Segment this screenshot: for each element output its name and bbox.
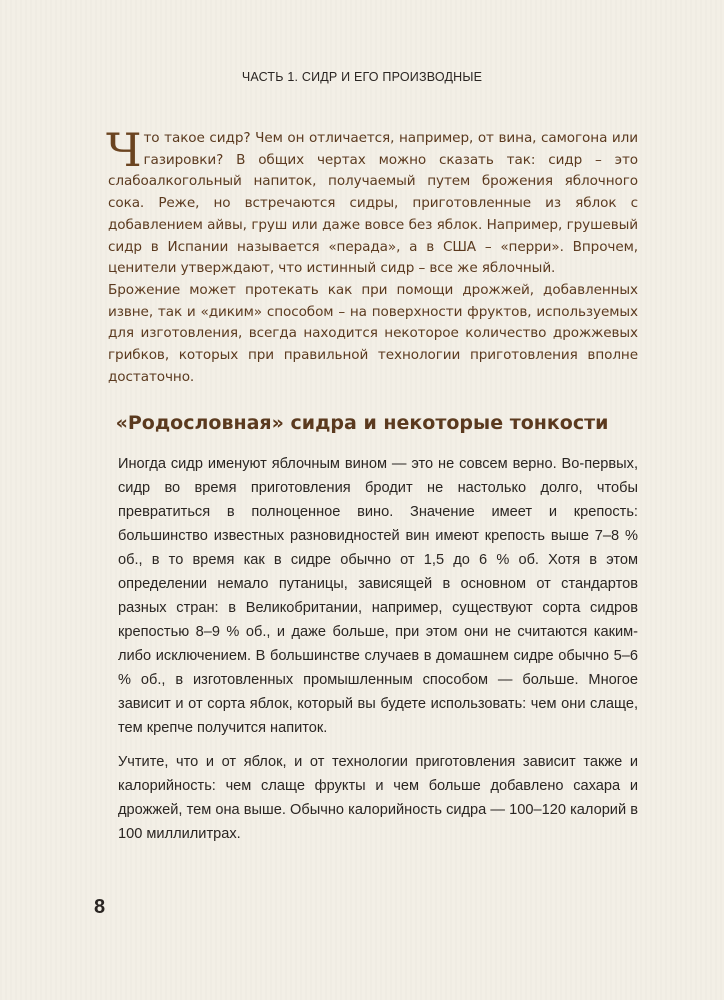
intro-block [106,123,638,388]
intro-paragraph-2: Брожение может протекать как при помощи дрожжей, добавленных извне, так и «диким» способом – на поверхности фруктов, используемых для изготовления, всегда находится некоторое количество дрожжевых грибков, которых при правильной технологии приготовления вполне достаточно. [108,281,638,385]
intro-paragraph-1-text: то такое сидр? Чем он отличается, например, от вина, самогона или газировки? В общих чертах можно сказать так: сидр – это слабоалкогольный напиток, получаемый путем брожения яблочного сока. Реже, но встречаются сидры, приготовленные из яблок с добавлением айвы, груш или даже вовсе без яблок. Например, грушевый сидр в Испании называется «перада», а в США – «перри». Впрочем, ценители утверждают, что истинный сидр – все же яблочный. [108,130,638,277]
body-text [118,452,638,856]
body-paragraph-1: Иногда сидр именуют яблочным вином — это не совсем верно. Во-первых, сидр во время приготовления бродит не настолько долго, чтобы превратиться в полноценное вино. Значение имеет и крепость: большинство известных разновидностей вин имеют крепость выше 7–8 % об., в то время как в сидре обычно от 1,5 до 6 % об. Хотя в этом определении немало путаницы, зависящей в основном от стандартов разных стран: в Великобритании, например, существуют сорта сидров крепостью 8–9 % об., и даже больше, при этом они не считаются каким-либо исключением. В большинстве случаев в домашнем сидре обычно 5–6 % об., в изготовленных промышленным способом — больше. Многое зависит и от сорта яблок, который вы будете использовать: чем они слаще, тем крепче получится напиток. [118,456,638,736]
running-header: ЧАСТЬ 1. СИДР И ЕГО ПРОИЗВОДНЫЕ [241,70,483,84]
page-number: 8 [94,896,106,918]
section-title: «Родословная» сидра и некоторые тонкости [115,412,609,434]
intro-paragraph-1 [106,123,638,280]
drop-cap: Ч [106,123,142,177]
body-paragraph-2: Учтите, что и от яблок, и от технологии приготовления зависит также и калорийность: чем слаще фрукты и чем больше добавлено сахара и дрожжей, тем она выше. Обычно калорийность сидра — 100–120 калорий в 100 миллилитрах. [118,754,638,842]
